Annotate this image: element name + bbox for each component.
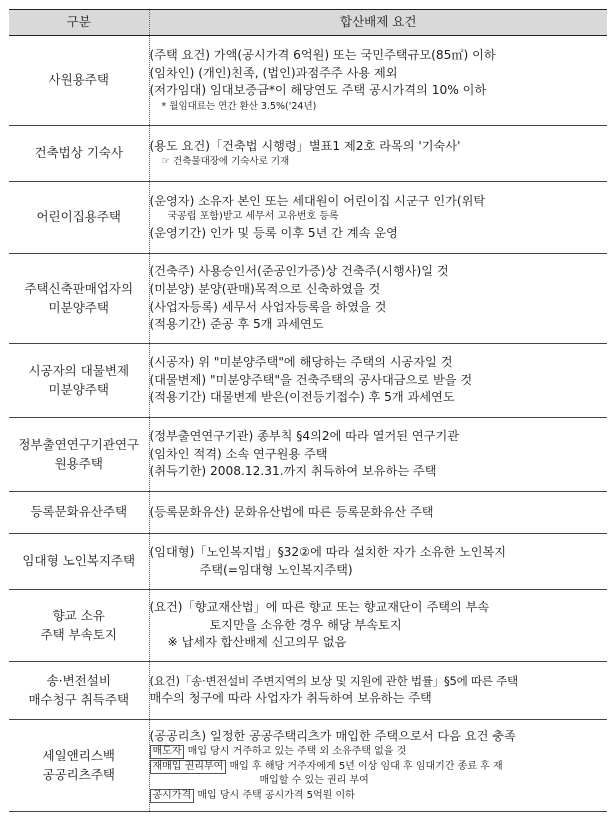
row-category: 향교 소유 주택 부속토지 [9, 590, 149, 662]
row-category: 어린이집용주택 [9, 182, 149, 254]
row-requirements: (시공자) 위 "미분양주택"에 해당하는 주택의 시공자일 것 (대물변제) "미분양주택"을 건축주택의 공사대금으로 받을 것 (적용기간) 대물변제 받은(이전등기접수) 후 5개 과세연도 [149, 344, 607, 418]
table-row [9, 36, 607, 126]
row-category: 시공자의 대물변제 미분양주택 [9, 344, 149, 418]
row-requirements: (건축주) 사용승인서(준공인가증)상 건축주(시행사)일 것 (미분양) 분양(판매)목적으로 신축하였을 것 (사업자등록) 세무서 사업자등록을 하였을 것 (적용기간) 준공 후 5개 과세연도 [149, 254, 607, 344]
table-row [9, 590, 607, 662]
table-row [9, 720, 607, 812]
table-row [9, 662, 607, 720]
table-row [9, 534, 607, 590]
row-requirements: (운영자) 소유자 본인 또는 세대원이 어린이집 시군구 인가(위탁 국공립 포함)받고 세무서 고유번호 등록 (운영기간) 인가 및 등록 이후 5년 간 계속 운영 [149, 182, 607, 254]
row-category: 세일앤리스백 공공리츠주택 [9, 720, 149, 812]
row-requirements: (주택 요건) 가액(공시가격 6억원) 또는 국민주택규모(85㎡) 이하 (임차인) (개인)친족, (법인)과점주주 사용 제외 (저가임대) 임대보증금*이 해당연도 주택 공시가격의 10% 이하 * 월임대료는 연간 환산 3.5%('24년) [149, 36, 607, 126]
row-category: 사원용주택 [9, 36, 149, 126]
header-requirements: 합산배제 요건 [149, 10, 607, 36]
row-requirements: (요건)「송·변전설비 주변지역의 보상 및 지원에 관한 법률」§5에 따른 주택 매수의 청구에 따라 사업자가 취득하여 보유하는 주택 [149, 662, 607, 720]
row-requirements: (용도 요건)「건축법 시행령」별표1 제2호 라목의 '기숙사' ☞ 건축물대장에 기숙사로 기재 [149, 126, 607, 182]
row-category: 정부출연연구기관연구 원용주택 [9, 418, 149, 492]
table-row [9, 182, 607, 254]
list-item: 재매입 권리부여 매입 후 해당 거주자에게 5년 이상 임대 후 임대기간 종료 후 재 [150, 760, 608, 775]
table-header-row [9, 10, 607, 36]
table-row [9, 126, 607, 182]
row-category: 임대형 노인복지주택 [9, 534, 149, 590]
list-item: 공시가격 매입 당시 주택 공시가격 5억원 이하 [150, 789, 608, 804]
list-item: 매도자 매입 당시 거주하고 있는 주택 외 소유주택 없을 것 [150, 745, 608, 760]
row-requirements: (공공리츠) 일정한 공공주택리츠가 매입한 주택으로서 다음 요건 충족 매도자 매입 당시 거주하고 있는 주택 외 소유주택 없을 것 재매입 권리부여 매입 후 해당 거주자에게 5년 이상 임대 후 임대기간 종료 후 재 매입할 수 있는 권리 부여 공시가격 매입 당시 주택 공시가격 5억원 이하 [149, 720, 607, 812]
row-category: 송·변전설비 매수청구 취득주택 [9, 662, 149, 720]
row-category: 주택신축판매업자의 미분양주택 [9, 254, 149, 344]
table-row [9, 254, 607, 344]
row-category: 등록문화유산주택 [9, 492, 149, 534]
row-category: 건축법상 기숙사 [9, 126, 149, 182]
row-requirements: (임대형)「노인복지법」§32②에 따라 설치한 자가 소유한 노인복지 주택(=임대형 노인복지주택) [149, 534, 607, 590]
table-row [9, 492, 607, 534]
table-row [9, 418, 607, 492]
row-requirements: (정부출연연구기관) 종부칙 §4의2에 따라 열거된 연구기관 (임차인 적격) 소속 연구원용 주택 (취득기한) 2008.12.31.까지 취득하여 보유하는 주택 [149, 418, 607, 492]
table-row [9, 344, 607, 418]
row-requirements: (요건)「향교재산법」에 따른 향교 또는 향교재단이 주택의 부속 토지만을 소유한 경우 해당 부속토지 ※ 납세자 합산배제 신고의무 없음 [149, 590, 607, 662]
exclusion-requirements-table [9, 9, 607, 812]
header-category: 구분 [9, 10, 149, 36]
row-requirements: (등록문화유산) 문화유산법에 따른 등록문화유산 주택 [149, 492, 607, 534]
